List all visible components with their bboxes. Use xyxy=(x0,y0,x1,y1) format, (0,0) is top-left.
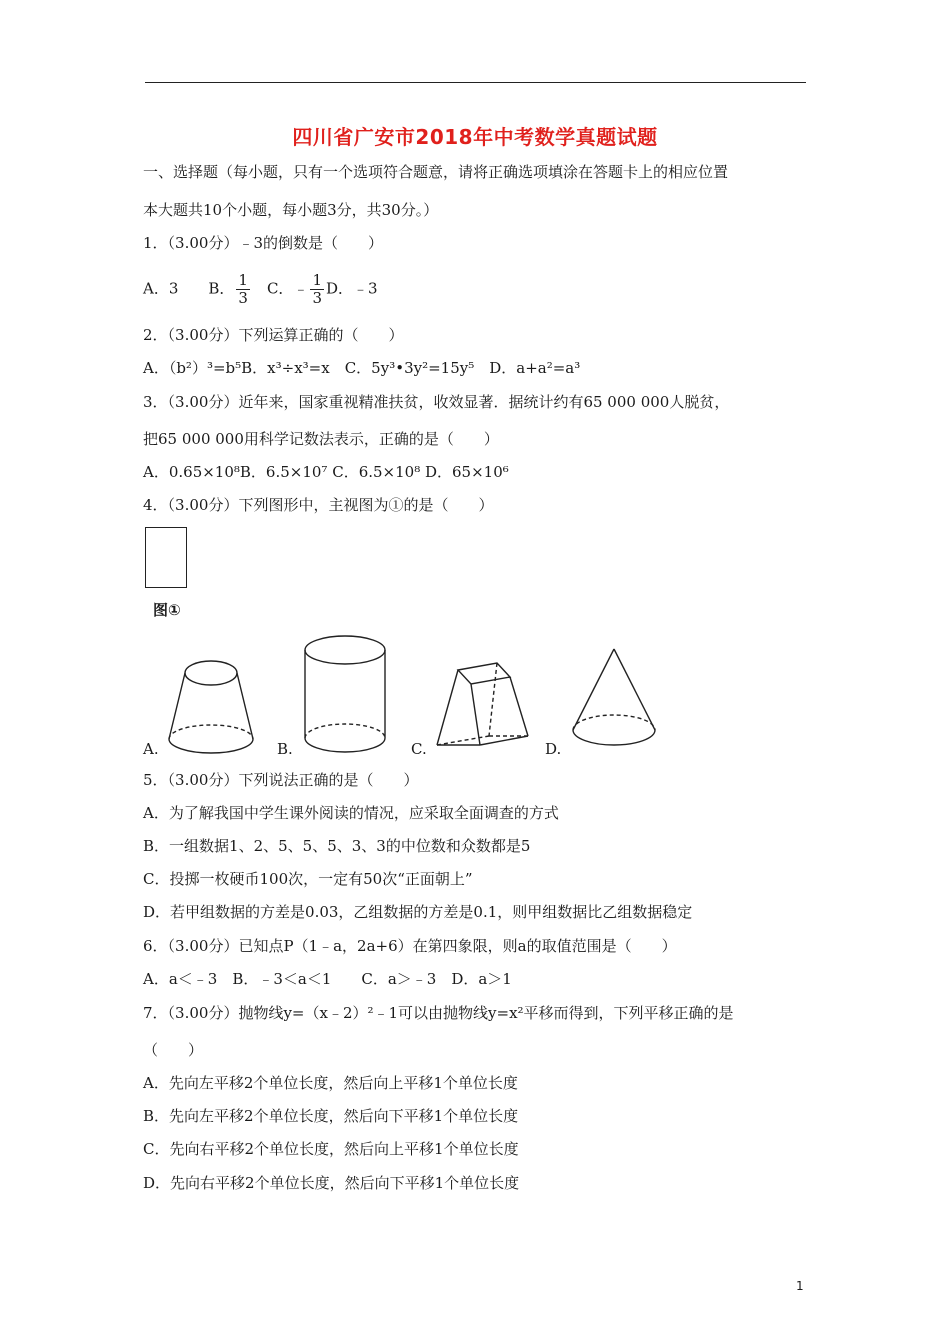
question-2-options: A．（b²）³=b⁵B．x³÷x³=x C．5y³•3y²=15y⁵ D．a+a²=a³ xyxy=(143,359,581,377)
q1-fraction-b: $\frac{1}{3}$ xyxy=(238,271,248,307)
q5-option-a: A．为了解我国中学生课外阅读的情况，应采取全面调查的方式 xyxy=(143,804,559,822)
question-3-stem-line2: 把65 000 000用科学记数法表示，正确的是（ ） xyxy=(143,430,499,448)
question-2-stem: 2．（3.00分）下列运算正确的（ ） xyxy=(143,326,404,344)
q7-option-a: A．先向左平移2个单位长度，然后向上平移1个单位长度 xyxy=(143,1074,518,1092)
q1-option-c: C．﹣ xyxy=(251,279,309,298)
section-instructions-line1: 一、选择题（每小题，只有一个选项符合题意，请将正确选项填涂在答题卡上的相应位置 xyxy=(143,163,729,181)
cone-shape-d xyxy=(573,649,655,745)
q1-fraction-c: $\frac{1}{3}$ xyxy=(312,271,322,307)
question-1-stem: 1．（3.00分）﹣3的倒数是（ ） xyxy=(143,234,383,252)
page-number: 1 xyxy=(796,1279,804,1293)
question-6-options: A．a＜﹣3 B．﹣3＜a＜1 C．a＞﹣3 D．a＞1 xyxy=(143,970,512,988)
q1-option-a: A．3 B． xyxy=(143,279,235,298)
figure-label: 图① xyxy=(153,601,181,619)
q4-option-c-label: C. xyxy=(411,740,427,758)
question-6-stem: 6．（3.00分）已知点P（1﹣a，2a+6）在第四象限，则a的取值范围是（ ） xyxy=(143,937,677,955)
q5-option-b: B．一组数据1、2、5、5、5、3、3的中位数和众数都是5 xyxy=(143,837,531,855)
cylinder-shape-b xyxy=(305,636,385,752)
q5-option-d: D．若甲组数据的方差是0.03，乙组数据的方差是0.1，则甲组数据比乙组数据稳定 xyxy=(143,903,693,921)
section-instructions-line2: 本大题共10个小题，每小题3分，共30分。） xyxy=(143,201,439,219)
page-title: 四川省广安市2018年中考数学真题试题 xyxy=(292,125,658,149)
question-4-stem: 4．（3.00分）下列图形中，主视图为①的是（ ） xyxy=(143,496,494,514)
question-5-stem: 5．（3.00分）下列说法正确的是（ ） xyxy=(143,771,419,789)
frustum-shape-a xyxy=(169,661,253,753)
q1-option-d: D．﹣3 xyxy=(325,279,378,298)
q4-option-d-label: D. xyxy=(545,740,562,758)
q4-option-a-label: A. xyxy=(143,740,159,758)
q4-option-b-label: B. xyxy=(277,740,293,758)
q5-option-c: C．投掷一枚硬币100次，一定有50次“正面朝上” xyxy=(143,870,473,888)
question-7-stem-line1: 7．（3.00分）抛物线y=（x﹣2）²﹣1可以由抛物线y=x²平移而得到，下列平移正确的是 xyxy=(143,1004,734,1022)
q7-option-d: D．先向右平移2个单位长度，然后向下平移1个单位长度 xyxy=(143,1174,520,1192)
square-frustum-shape-c xyxy=(437,663,528,745)
question-7-stem-line2: （ ） xyxy=(143,1041,204,1059)
question-3-options: A．0.65×10⁸B．6.5×10⁷ C．6.5×10⁸ D．65×10⁶ xyxy=(143,463,509,481)
q7-option-c: C．先向右平移2个单位长度，然后向上平移1个单位长度 xyxy=(143,1140,519,1158)
question-3-stem-line1: 3．（3.00分）近年来，国家重视精准扶贫，收效显著．据统计约有65 000 000人脱贫， xyxy=(143,393,730,411)
q7-option-b: B．先向左平移2个单位长度，然后向下平移1个单位长度 xyxy=(143,1107,519,1125)
